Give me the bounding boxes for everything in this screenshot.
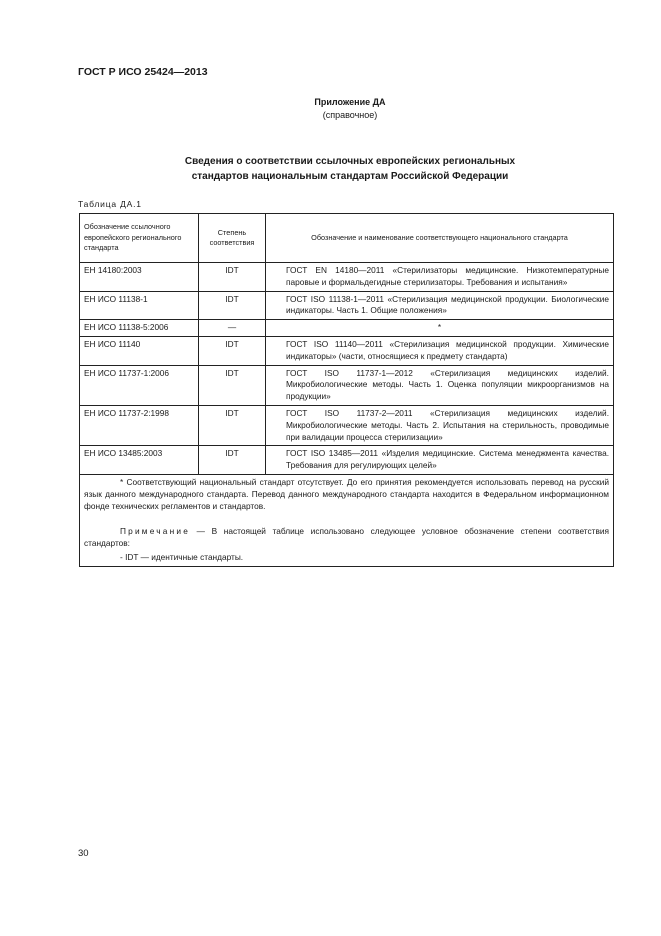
footnote: * Соответствующий национальный стандарт отсутствует. До его принятия рекомендуется использовать перевод на русский язык данного международного стандарта. Перевод данного международного стандарта находится в Федеральном информационном фонде технических регламентов и стандартов. [84,476,609,511]
cell-reference: ЕН ИСО 11140 [80,336,199,365]
cell-degree: IDT [199,263,266,292]
cell-national [266,405,614,445]
cell-national [266,365,614,405]
table-row [80,365,614,405]
note-label: Примечание [120,526,191,537]
table-row [80,320,614,337]
cell-national: * [266,320,614,337]
cell-reference: ЕН ИСО 11737-1:2006 [80,365,199,405]
heading-line-2: стандартов национальным стандартам Российской Федерации [191,171,509,182]
appendix-header [0,96,661,122]
table-row [80,291,614,320]
cell-reference: ЕН 14180:2003 [80,263,199,292]
appendix-title: Приложение ДА [314,97,386,107]
cell-degree: IDT [199,291,266,320]
table-row [80,336,614,365]
cell-national-text: ГОСТ ISO 11138-1—2011 «Стерилизация медицинской продукции. Биологические индикаторы. Часть 1. Общие положения» [286,293,609,316]
cell-national [266,336,614,365]
cell-degree: IDT [199,405,266,445]
heading-line-1: Сведения о соответствии ссылочных европейских региональных [184,156,516,167]
cell-reference: ЕН ИСО 11138-1 [80,291,199,320]
table-row [80,446,614,475]
note-text: — В настоящей таблице использовано следующее условное обозначение степени соответствия стандартов: [84,526,609,549]
table-notes-row [80,474,614,566]
cell-national [266,263,614,292]
table-notes [80,474,614,566]
cell-degree: IDT [199,446,266,475]
cell-degree: IDT [199,336,266,365]
column-header-reference: Обозначение ссылочного европейского регионального стандарта [80,214,199,263]
column-header-degree: Степень соответствия [199,214,266,263]
section-heading [0,154,661,184]
note [84,526,609,550]
cell-national-text: ГОСТ ISO 13485—2011 «Изделия медицинские. Система менеджмента качества. Требования для регулирующих целей» [286,448,609,471]
table-row [80,263,614,292]
cell-national-text: ГОСТ ISO 11737-2—2011 «Стерилизация медицинских изделий. Микробиологические методы. Часть 2. Испытания на стерильность, проводимые при валидации процесса стерилизации» [286,407,609,442]
cell-reference: ЕН ИСО 13485:2003 [80,446,199,475]
table-row [80,405,614,445]
cell-national-text: ГОСТ EN 14180—2011 «Стерилизаторы медицинские. Низкотемпературные паровые и формальдегидные стерилизаторы. Требования и испытания» [286,265,609,287]
appendix-note: (справочное) [322,110,378,120]
standard-title: ГОСТ Р ИСО 25424—2013 [78,66,208,78]
cell-reference: ЕН ИСО 11138-5:2006 [80,320,199,337]
note-list-item: - IDT — идентичные стандарты. [120,551,244,562]
cell-national [266,446,614,475]
cell-national [266,291,614,320]
cell-degree: — [199,320,266,337]
correspondence-table [79,213,614,567]
table-caption: Таблица ДА.1 [78,199,142,209]
cell-reference: ЕН ИСО 11737-2:1998 [80,405,199,445]
cell-national-text: ГОСТ ISO 11140—2011 «Стерилизация медицинской продукции. Химические индикаторы» (части, относящиеся к предмету стандарта) [286,338,609,361]
cell-national-text: ГОСТ ISO 11737-1—2012 «Стерилизация медицинских изделий. Микробиологические методы. Часть 1. Оценка популяции микроорганизмов на продукции» [286,367,609,402]
page-number: 30 [78,848,89,859]
cell-degree: IDT [199,365,266,405]
column-header-national: Обозначение и наименование соответствующего национального стандарта [266,214,614,263]
table-header-row [80,214,614,263]
